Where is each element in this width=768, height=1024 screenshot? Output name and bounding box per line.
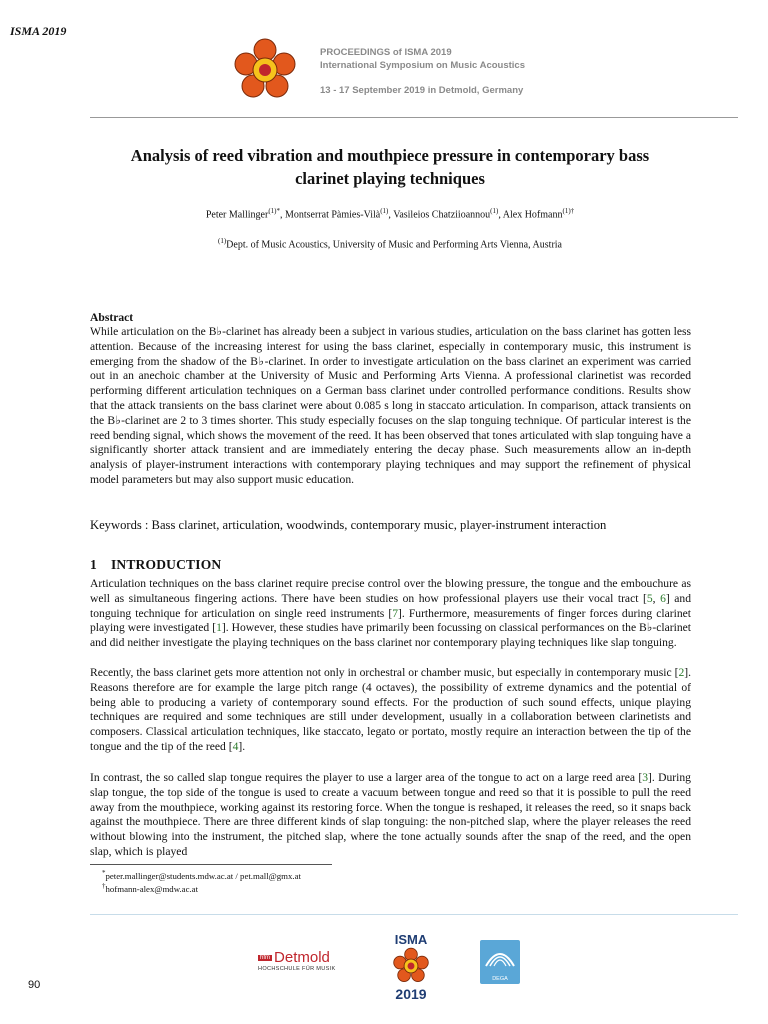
author-name: Montserrat Pàmies-Vilà [284,209,381,221]
detmold-subtitle: HOCHSCHULE FÜR MUSIK [258,966,336,973]
footnote-mark: * [102,869,106,877]
isma-flower-icon [392,947,430,985]
abstract-text: While articulation on the B♭-clarinet has already been a subject in various studies, articulation on the bass clarinet has gotten less attention. Because of the increasing interest for using the bass clarinet, especially in contemporary music, this instrument is emerging from the shadow of the B♭-clarinet. In order to investigate articulation on the bass clarinet an experiment was carried out in an anechoic chamber at the University of Music and Performing Arts Vienna. A professional clarinetist was recorded performing different articulation techniques on a German bass clarinet under controlled performance conditions. Results show that the attack transients on the bass clarinet were about 0.085 s long in staccato articulation. In comparison, attack transients on the B♭-clarinet are 2 to 3 times shorter. This study especially focuses on the slap tonguing technique. Of particular interest is the reed bending signal, which shows the movement of the reed. It has been observed that tones articulated with slap tonguing have a significantly shorter attack transient and are immediately entering the decay phase. Such measurements allow an in-depth analysis of player-instrument interactions with contemporary playing techniques and may support the refinement of physical model parameters but may also support music education. [90,325,691,486]
intro-paragraph-3 [90,771,691,860]
text-run: ]. [238,739,246,753]
detmold-tag: hfm [260,955,271,962]
author-sup: (1)* [268,207,280,215]
paper-title [90,144,690,190]
citation-link[interactable]: 2 [678,666,685,679]
dega-logo [480,940,520,984]
detmold-name: Detmold [274,949,330,966]
author-name: Vasileios Chatziioannou [393,209,491,221]
section-heading [90,557,221,573]
author-name: Alex Hofmann [502,209,563,221]
title-line-2: clarinet playing techniques [295,169,485,188]
conference-tag: ISMA 2019 [10,24,67,38]
text-run: ] and tonguing technique for articulation on single reed instruments [ [90,591,692,620]
footnote-email: hofmann-alex@mdw.ac.at [105,883,199,894]
isma-label: ISMA [394,932,428,947]
intro-paragraph-2 [90,666,691,755]
abstract-heading: Abstract [90,311,134,324]
keywords: Keywords : Bass clarinet, articulation, woodwinds, contemporary music, player-instrument interaction [90,518,607,532]
isma-flower-logo [232,37,298,103]
text-run: Recently, the bass clarinet gets more attention not only in orchestral or chamber music, but especially in contemporary music [ [90,666,679,679]
detmold-logo [258,950,335,972]
author-list: Peter Mallinger$^{(1)*}$, Montserrat Pàmies-Vilà$^{(1)}$, Vasileios Chatziioannou$^{(1)}$, Alex Hofmann$^{(1)\dagger}$ [205,207,575,221]
isma-footer-logo [386,932,436,1002]
footnote-2 [102,880,198,895]
text-run: ]. However, these studies have primarily been focussing on classical performances on the B♭-clarinet and did neither investigate the playing techniques on the bass clarinet nor contemporary playing techniques like slap tonguing. [90,621,691,650]
footnote-mark: † [102,882,106,890]
author-sup: (1)† [562,207,575,215]
citation-link[interactable]: 7 [392,606,399,620]
text-run: ]. Furthermore, measurements of finger forces during clarinet playing were investigated [ [90,606,691,635]
text-run: Articulation techniques on the bass clarinet require precise control over the blowing pressure, the tongue and the embouchure as well as simultaneous fingering actions. There have been studies on how professional players use their vocal tract [ [90,577,691,605]
footnote-email: peter.mallinger@students.mdw.ac.at / pet.mall@gmx.at [105,870,301,881]
intro-paragraph-1 [90,577,691,651]
citation-link[interactable]: 3 [642,771,649,784]
proceedings-info [320,46,525,97]
text-run: ]. Reasons therefore are for example the large pitch range (4 octaves), the possibility of extreme dynamics and the potential of being able to producing a variety of contemporary sound effects. For the production of such sound effects, unique playing techniques are required and some techniques are still under development, usually in a collaboration between clarinetists and composers. Classical articulation techniques, like staccato, legato or portato, mostly require an interaction between the tip of the tongue and the tip of the reed [ [90,666,691,753]
footnote-rule [90,864,332,865]
proceedings-line: PROCEEDINGS of ISMA 2019 [320,47,452,58]
title-line-1: Analysis of reed vibration and mouthpiece pressure in contemporary bass [130,146,650,165]
citation-link[interactable]: 1 [216,621,222,635]
date-line: 13 - 17 September 2019 in Detmold, Germany [320,85,524,96]
citation-link[interactable]: 4 [232,739,239,753]
text-run: , [652,591,661,605]
citation-link[interactable]: 6 [660,591,666,605]
author-name: Peter Mallinger [205,209,269,221]
header-rule [90,117,738,118]
text-run: ]. During slap tongue, the top side of the tongue is used to create a vacuum between tongue and reed so that it is possible to pull the reed away from the mouthpiece, working against its restoring force. When the tongue is reshaped, it releases the reed, so it snaps back against the mouthpiece. There are three different kinds of slap tonguing: the non-pitched slap, where the player releases the reed without blowing into the instrument, the pitched slap, where the tone actually sounds after the snap of the reed, and the open slap, which is played [90,771,691,858]
author-sup: (1) [380,207,389,215]
author-sup: (1) [490,207,499,215]
citation-link[interactable]: 5 [646,591,653,605]
affiliation-sup: (1) [217,237,227,245]
footer-rule [90,914,738,915]
affiliation [90,237,690,250]
symposium-line: International Symposium on Music Acoustics [320,60,525,71]
text-run: In contrast, the so called slap tongue requires the player to use a larger area of the tongue to act on a large reed area [ [90,771,643,784]
page-number: 90 [28,979,41,991]
isma-year: 2019 [395,986,427,1002]
section-number: 1 [90,557,97,572]
dega-label: DEGA [492,976,508,982]
section-title: INTRODUCTION [110,557,222,572]
affiliation-text: Dept. of Music Acoustics, University of Music and Performing Arts Vienna, Austria [226,239,562,251]
dega-wave-icon [480,940,520,972]
